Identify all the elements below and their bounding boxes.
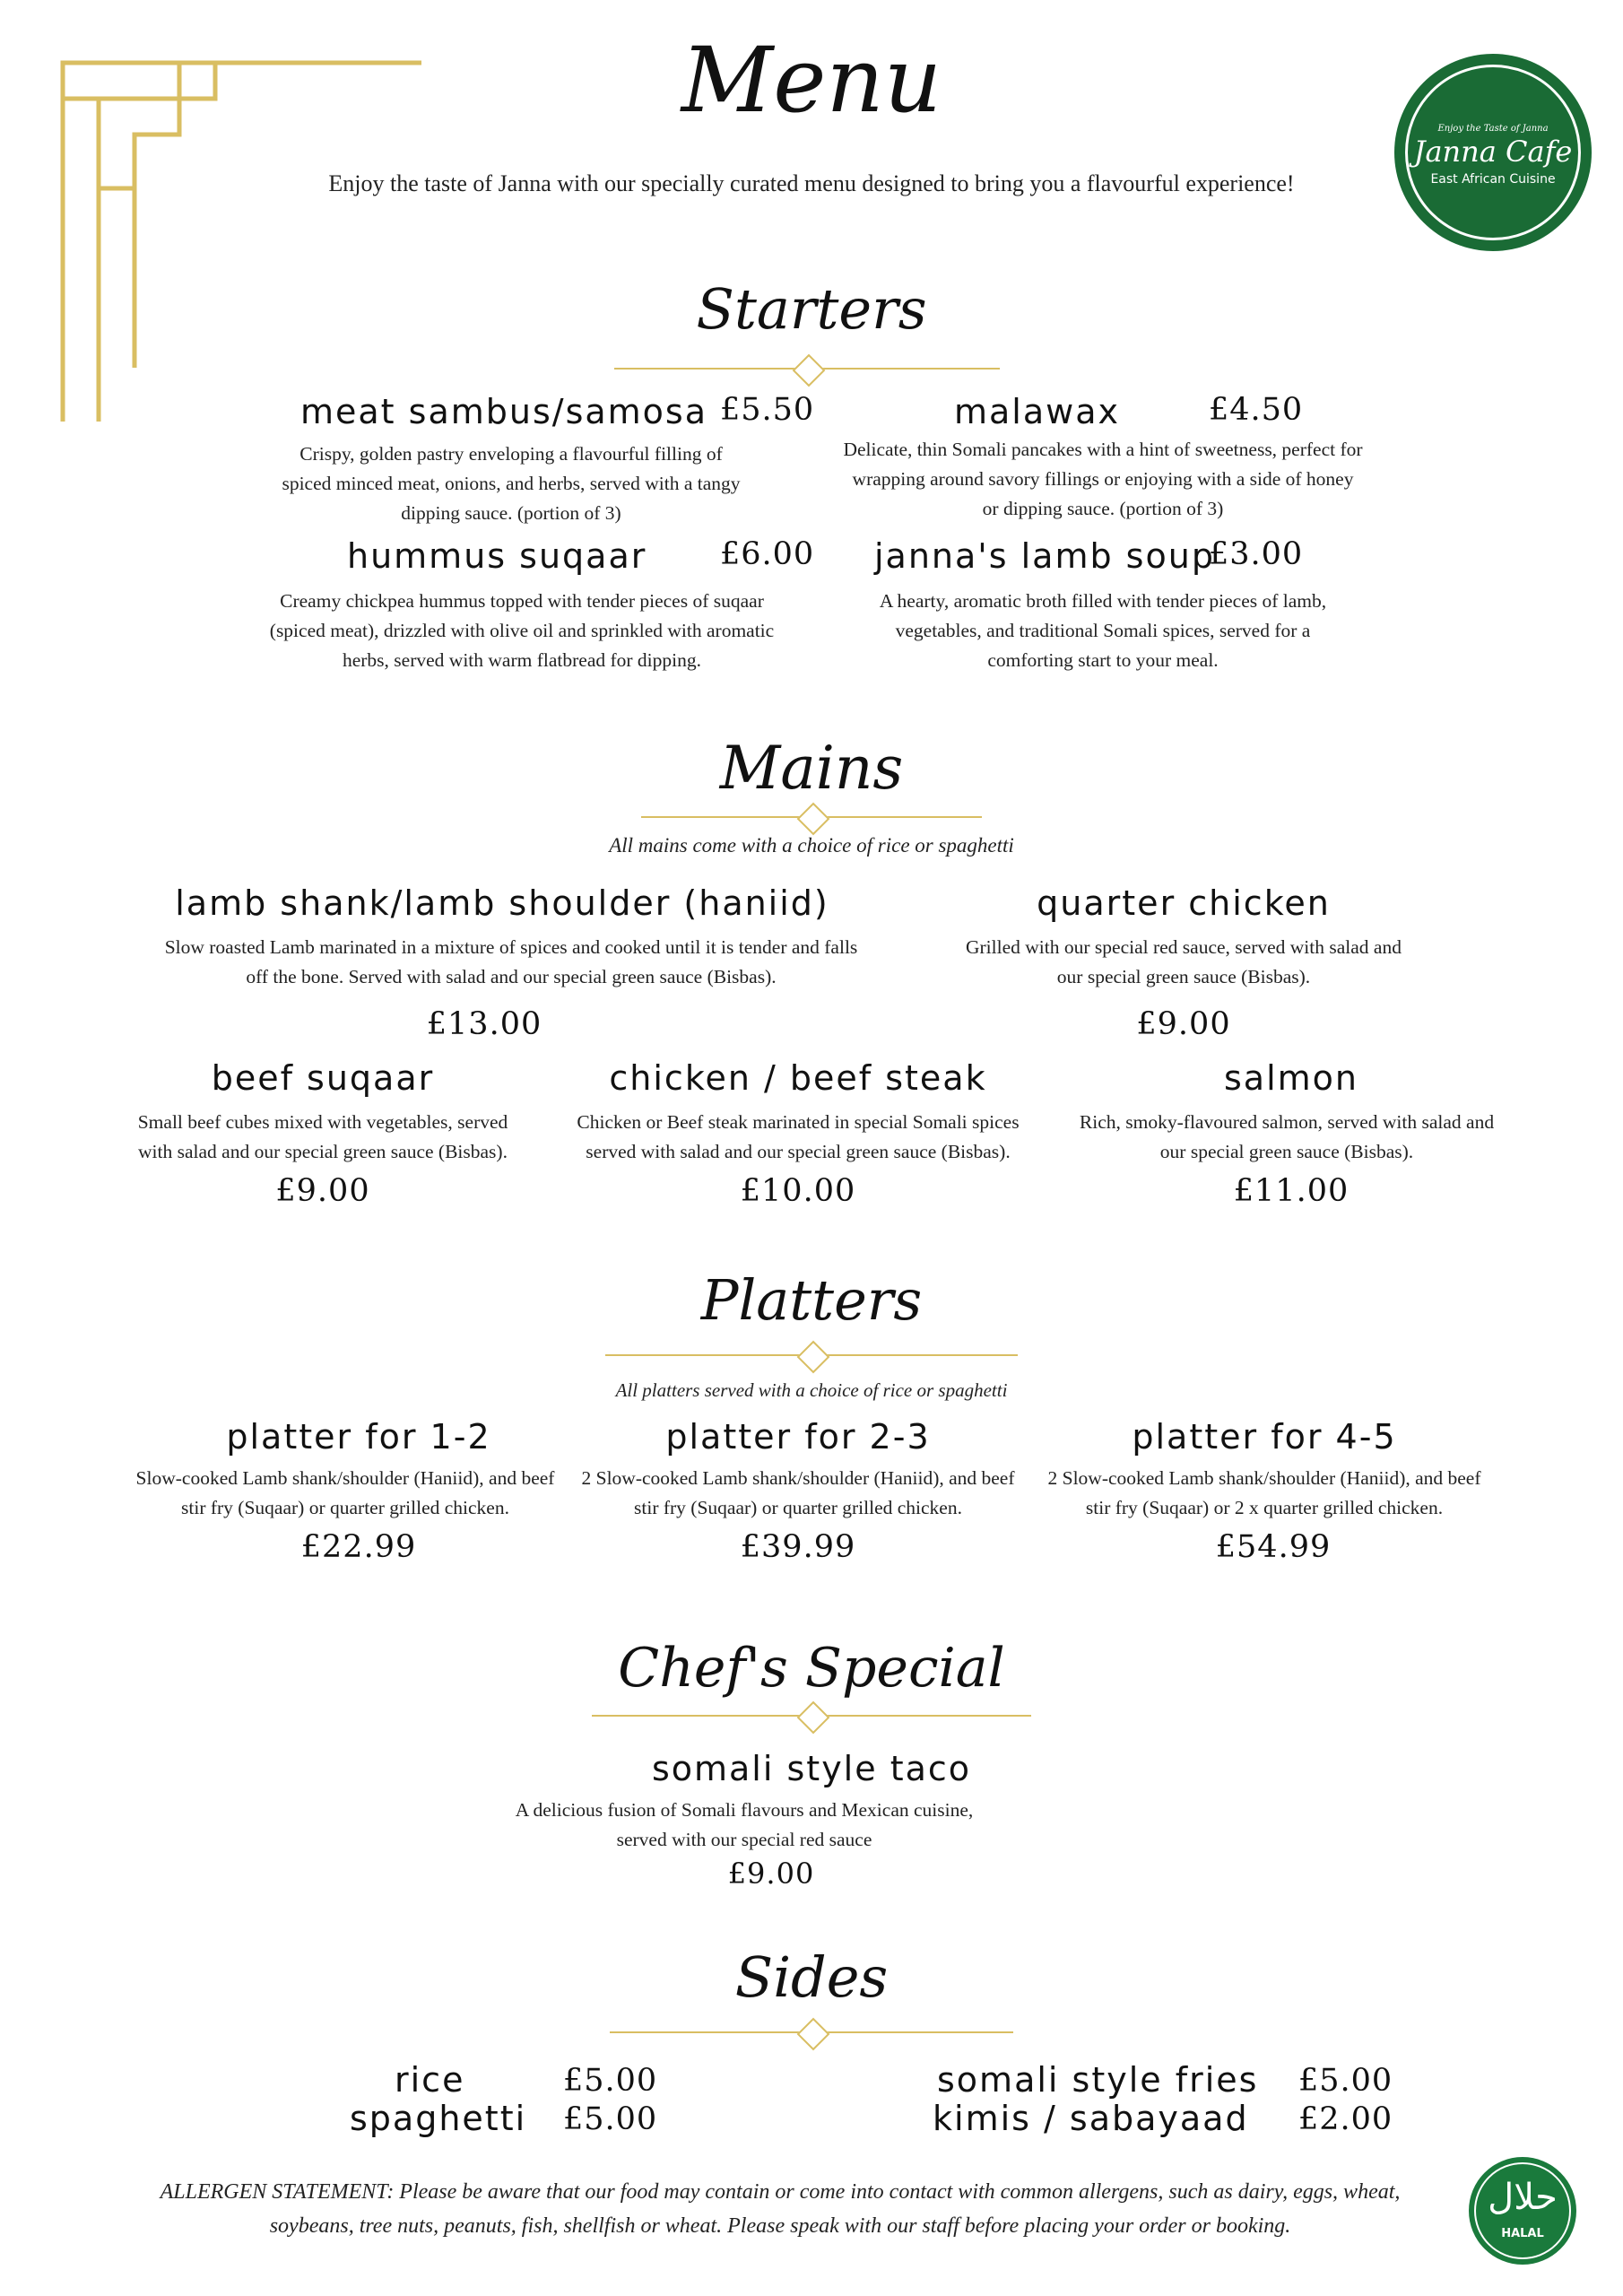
sides-heading: Sides [734,1944,889,2010]
dish-price: £54.99 [1215,1529,1332,1565]
dish-price: £9.00 [275,1173,370,1209]
dish-price: £6.00 [720,536,815,572]
mains-note: All mains come with a choice of rice or spaghetti [609,834,1014,857]
dish-name: meat sambus/samosa [300,392,707,431]
sides-divider [610,2031,1013,2033]
dish-name: rice [395,2060,465,2100]
page-title: Menu [681,28,942,133]
dish-price: £5.00 [563,2101,658,2137]
platters-divider [605,1354,1018,1356]
halal-label: HALAL [1501,2227,1544,2240]
dish-name: beef suqaar [211,1058,435,1098]
dish-description: Grilled with our special red sauce, served with salad and our special green sauce (Bisbas). [966,936,1402,987]
dish-price: £13.00 [426,1006,542,1042]
dish-price: £39.99 [740,1529,856,1565]
dish-price: £5.50 [720,392,815,428]
halal-badge [1469,2157,1576,2265]
dish-description: Chicken or Beef steak marinated in special Somali spices served with salad and our special green sauce (Bisbas). [577,1111,1020,1162]
allergen-statement: ALLERGEN STATEMENT: Please be aware that our food may contain or come into contact with common allergens, such as dairy, eggs, wheat, soybeans, tree nuts, peanuts, fish, shellfish or wheat. Please speak with our staff before placing your order or booking. [160,2180,1401,2238]
dish-description: Delicate, thin Somali pancakes with a hint of sweetness, perfect for wrapping around savory fillings or enjoying with a side of honey or dipping sauce. (portion of 3) [843,439,1363,519]
dish-description: Slow-cooked Lamb shank/shoulder (Haniid), and beef stir fry (Suqaar) or quarter grilled chicken. [135,1467,555,1518]
dish-name: salmon [1224,1058,1358,1098]
dish-name: somali style fries [937,2060,1259,2100]
logo-name: Janna Cafe [1413,135,1573,169]
chefs-special-divider [592,1715,1031,1717]
dish-name: janna's lamb soup [874,536,1215,576]
dish-name: malawax [954,392,1120,431]
dish-price: £4.50 [1209,392,1304,428]
dish-price: £22.99 [300,1529,417,1565]
logo-subtitle: East African Cuisine [1430,172,1556,187]
halal-arabic: حلال [1488,2177,1558,2218]
chefs-special-heading: Chef's Special [618,1637,1005,1700]
intro-text: Enjoy the taste of Janna with our specially curated menu designed to bring you a flavourful experience! [328,170,1295,196]
dish-name: kimis / sabayaad [933,2099,1249,2138]
mains-divider [641,816,982,818]
platters-note: All platters served with a choice of rice or spaghetti [615,1379,1008,1401]
dish-price: £9.00 [1136,1006,1231,1042]
janna-cafe-logo [1394,54,1592,251]
dish-description: A delicious fusion of Somali flavours and Mexican cuisine, served with our special red sauce [515,1799,974,1850]
dish-price: £3.00 [1209,536,1304,572]
dish-price: £9.00 [727,1857,815,1891]
dish-name: hummus suqaar [347,536,647,576]
logo-tagline: Enjoy the Taste of Janna [1437,124,1549,134]
dish-description: Slow roasted Lamb marinated in a mixture of spices and cooked until it is tender and falls off the bone. Served with salad and our special green sauce (Bisbas). [164,936,858,987]
dish-name: platter for 1-2 [226,1417,491,1457]
dish-description: Creamy chickpea hummus topped with tender pieces of suqaar (spiced meat), drizzled with olive oil and sprinkled with aromatic herbs, served with warm flatbread for dipping. [269,590,775,671]
dish-price: £2.00 [1298,2101,1393,2137]
dish-price: £10.00 [740,1173,856,1209]
dish-name: lamb shank/lamb shoulder (haniid) [175,883,829,923]
mains-heading: Mains [719,734,904,803]
dish-description: A hearty, aromatic broth filled with tender pieces of lamb, vegetables, and traditional Somali spices, served for a comforting start to your meal. [879,590,1327,671]
dish-description: Rich, smoky-flavoured salmon, served with salad and our special green sauce (Bisbas). [1079,1111,1495,1162]
dish-description: Small beef cubes mixed with vegetables, served with salad and our special green sauce (Bisbas). [137,1111,508,1162]
dish-name: somali style taco [651,1749,972,1788]
dish-description: 2 Slow-cooked Lamb shank/shoulder (Haniid), and beef stir fry (Suqaar) or quarter grilled chicken. [581,1467,1015,1518]
gold-corner-ornament [54,54,430,430]
starters-heading: Starters [696,276,927,342]
dish-name: spaghetti [350,2099,527,2138]
dish-price: £5.00 [563,2063,658,2099]
dish-name: quarter chicken [1037,883,1331,923]
starters-divider [614,368,1000,370]
platters-heading: Platters [700,1267,923,1333]
dish-description: 2 Slow-cooked Lamb shank/shoulder (Haniid), and beef stir fry (Suqaar) or 2 x quarter grilled chicken. [1047,1467,1481,1518]
dish-description: Crispy, golden pastry enveloping a flavourful filling of spiced minced meat, onions, and herbs, served with a tangy dipping sauce. (portion of 3) [282,443,741,524]
dish-name: platter for 4-5 [1132,1417,1397,1457]
dish-price: £5.00 [1298,2063,1393,2099]
dish-price: £11.00 [1233,1173,1350,1209]
dish-name: chicken / beef steak [609,1058,987,1098]
dish-name: platter for 2-3 [665,1417,931,1457]
